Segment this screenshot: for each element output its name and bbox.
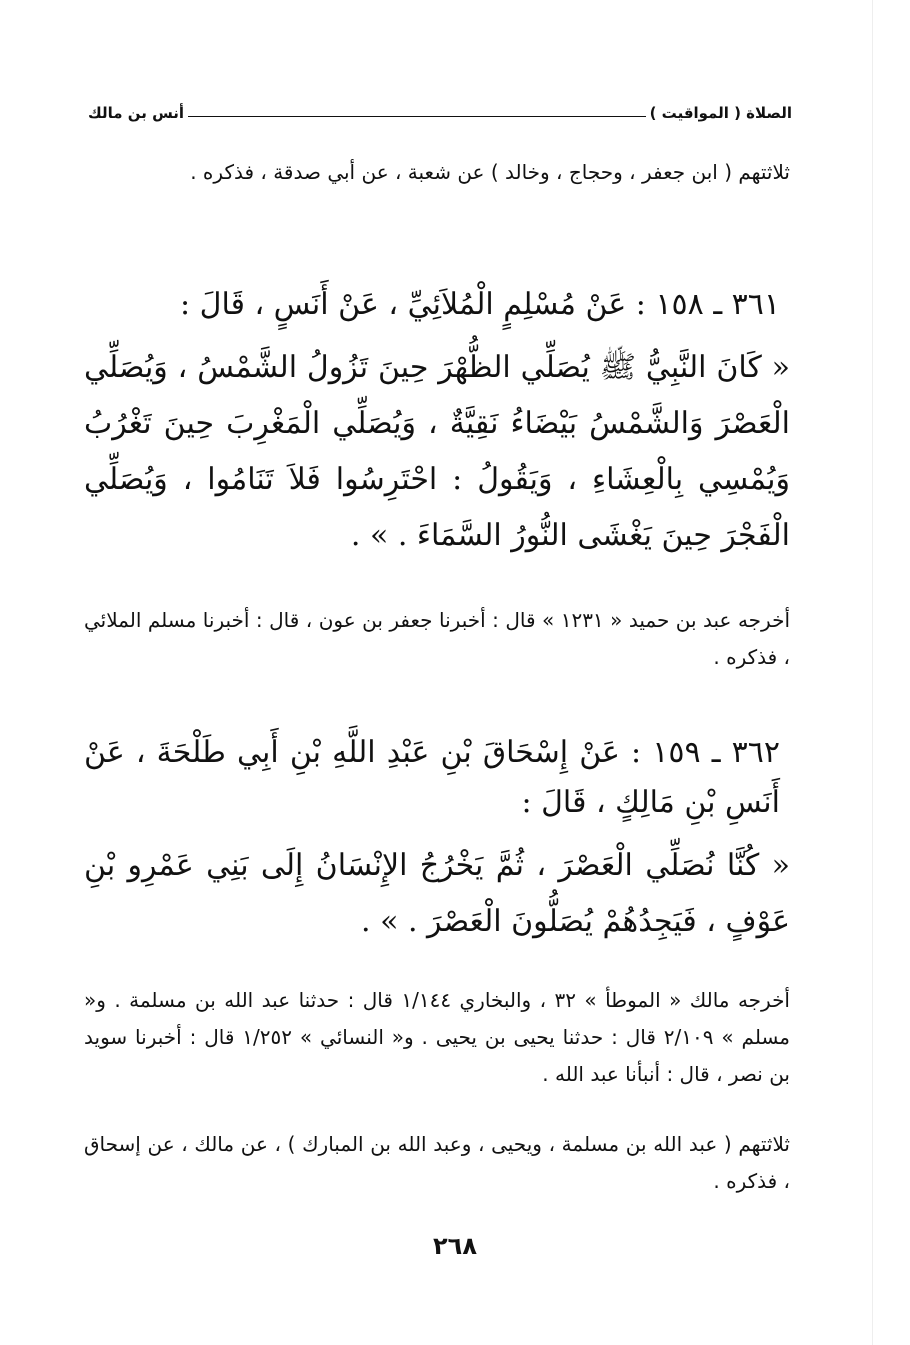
hadith-362-heading: ٣٦٢ ـ ١٥٩ : عَنْ إِسْحَاقَ بْنِ عَبْدِ اللَّهِ بْنِ أَبِي طَلْحَةَ ، عَنْ أَنَسِ بْنِ مَالِكٍ ، قَالَ : [84, 735, 780, 820]
page-edge-line [872, 0, 873, 1345]
hadith-361-text: « كَانَ النَّبِيُّ ﷺ يُصَلِّي الظُّهْرَ حِينَ تَزُولُ الشَّمْسُ ، وَيُصَلِّي الْعَصْرَ وَالشَّمْسُ بَيْضَاءُ نَقِيَّةٌ ، وَيُصَلِّي الْمَغْرِبَ حِينَ تَغْرُبُ وَيُمْسِي بِالْعِشَاءِ ، وَيَقُولُ : احْتَرِسُوا فَلاَ تَنَامُوا ، وَيُصَلِّي الْفَجْرَ حِينَ يَغْشَى النُّورُ السَّمَاءَ . » . [84, 350, 790, 553]
takhrij-361: أخرجه عبد بن حميد « ١٢٣١ » قال : أخبرنا جعفر بن عون ، قال : أخبرنا مسلم الملائي ، فذكره . [84, 608, 791, 669]
running-head [88, 92, 792, 122]
running-head-rule [188, 116, 646, 117]
hadith-361-heading: ٣٦١ ـ ١٥٨ : عَنْ مُسْلِمٍ الْمُلاَئِيِّ ، عَنْ أَنَسٍ ، قَالَ : [180, 287, 780, 322]
page-number: ٢٦٨ [433, 1232, 477, 1260]
takhrij-362-chain: ثلاثتهم ( عبد الله بن مسلمة ، ويحيى ، وعبد الله بن المبارك ) ، عن مالك ، عن إسحاق ، فذكره . [84, 1132, 790, 1193]
running-head-narrator: أنس بن مالك [88, 104, 185, 122]
intro-note: ثلاثتهم ( ابن جعفر ، وحجاج ، وخالد ) عن شعبة ، عن أبي صدقة ، فذكره . [190, 160, 790, 184]
running-head-chapter: الصلاة ( المواقيت ) [649, 104, 792, 122]
takhrij-362-sources: أخرجه مالك « الموطأ » ٣٢ ، والبخاري ١/١٤٤ قال : حدثنا عبد الله بن مسلمة . و« مسلم » ٢/١٠٩ قال : حدثنا يحيى بن يحيى . و« النسائي » ١/٢٥٢ قال : أخبرنا سويد بن نصر ، قال : أنبأنا عبد الله . [84, 988, 790, 1086]
hadith-362-text: « كُنَّا نُصَلِّي الْعَصْرَ ، ثُمَّ يَخْرُجُ الإِنْسَانُ إِلَى بَنِي عَمْرِو بْنِ عَوْفٍ ، فَيَجِدُهُمْ يُصَلُّونَ الْعَصْرَ . » . [84, 848, 790, 939]
